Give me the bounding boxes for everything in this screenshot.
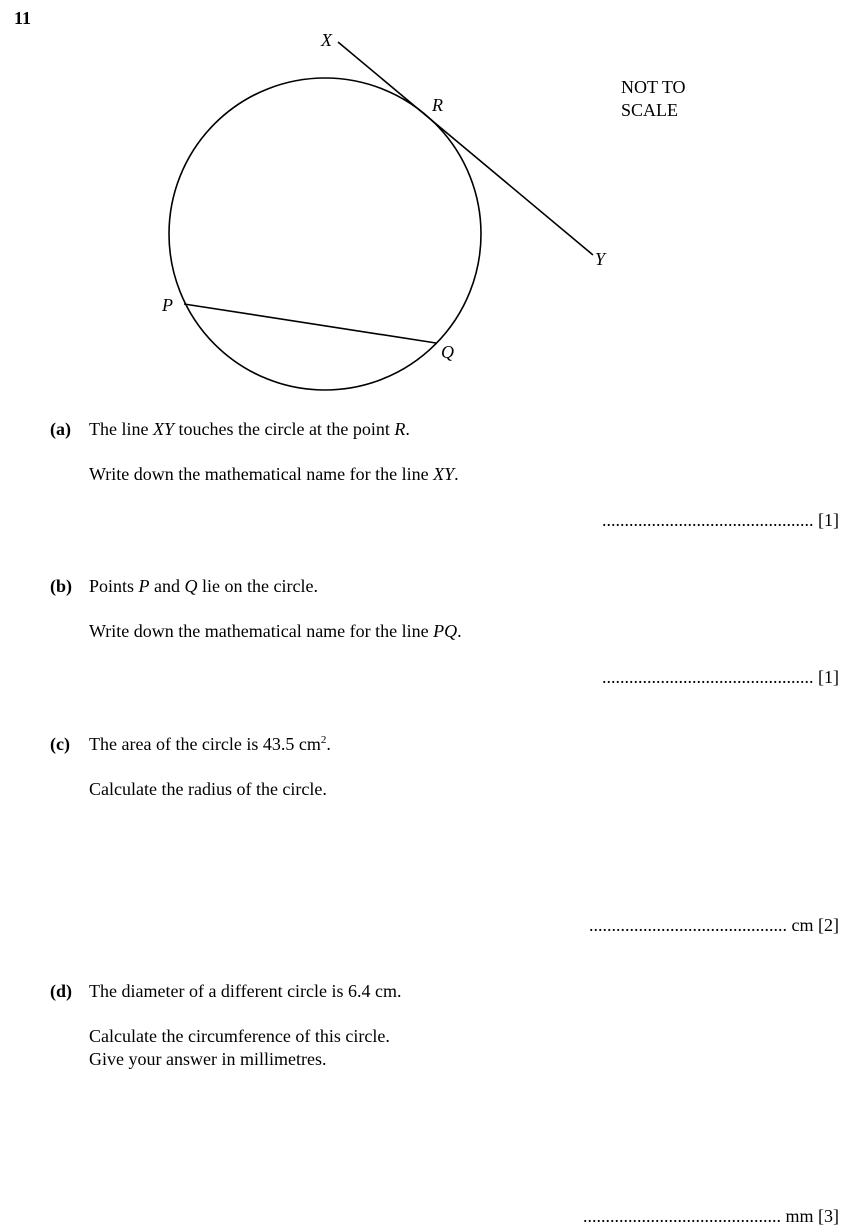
part-a-line1: The line XY touches the circle at the point R. bbox=[89, 419, 410, 439]
chord-line-pq bbox=[184, 304, 436, 343]
part-d-unit: mm bbox=[785, 1206, 814, 1226]
part-b-label: (b) bbox=[50, 576, 72, 596]
label-q: Q bbox=[441, 342, 454, 362]
not-to-scale-note bbox=[621, 76, 686, 122]
part-b-marks: [1] bbox=[818, 667, 839, 687]
part-c-label: (c) bbox=[50, 734, 70, 754]
part-c-line2: Calculate the radius of the circle. bbox=[89, 779, 327, 799]
label-y: Y bbox=[595, 249, 606, 269]
part-b-line1: Points P and Q lie on the circle. bbox=[89, 576, 318, 596]
part-d-label: (d) bbox=[50, 981, 72, 1001]
label-r: R bbox=[432, 95, 443, 115]
label-p: P bbox=[162, 295, 173, 315]
note-line-2: SCALE bbox=[621, 100, 679, 120]
part-d-line3: Give your answer in millimetres. bbox=[89, 1049, 327, 1069]
part-d-answer-line[interactable]: ............................................ mm [3] bbox=[582, 1206, 839, 1226]
part-a-label: (a) bbox=[50, 419, 71, 439]
part-d-line1: The diameter of a different circle is 6.4 cm. bbox=[89, 981, 402, 1001]
note-line-1: NOT TO bbox=[621, 77, 686, 97]
label-x: X bbox=[321, 30, 332, 50]
part-a-line2: Write down the mathematical name for the line XY. bbox=[89, 464, 459, 484]
part-c-marks: [2] bbox=[818, 915, 839, 935]
part-b-line2: Write down the mathematical name for the line PQ. bbox=[89, 621, 462, 641]
part-d-line2: Calculate the circumference of this circle. bbox=[89, 1026, 390, 1046]
circle-diagram bbox=[0, 0, 853, 400]
part-c-answer-line[interactable]: ............................................ cm [2] bbox=[589, 915, 839, 935]
part-c-unit: cm bbox=[791, 915, 814, 935]
part-b-answer-line[interactable]: ............................................... [1] bbox=[602, 667, 839, 687]
part-d-marks: [3] bbox=[818, 1206, 839, 1226]
part-a-marks: [1] bbox=[818, 510, 839, 530]
part-a-answer-line[interactable]: ............................................... [1] bbox=[602, 510, 839, 530]
part-c-line1: The area of the circle is 43.5 $cm^2$. bbox=[89, 734, 331, 754]
question-number: 11 bbox=[14, 8, 32, 28]
tangent-line-xy bbox=[338, 42, 593, 255]
